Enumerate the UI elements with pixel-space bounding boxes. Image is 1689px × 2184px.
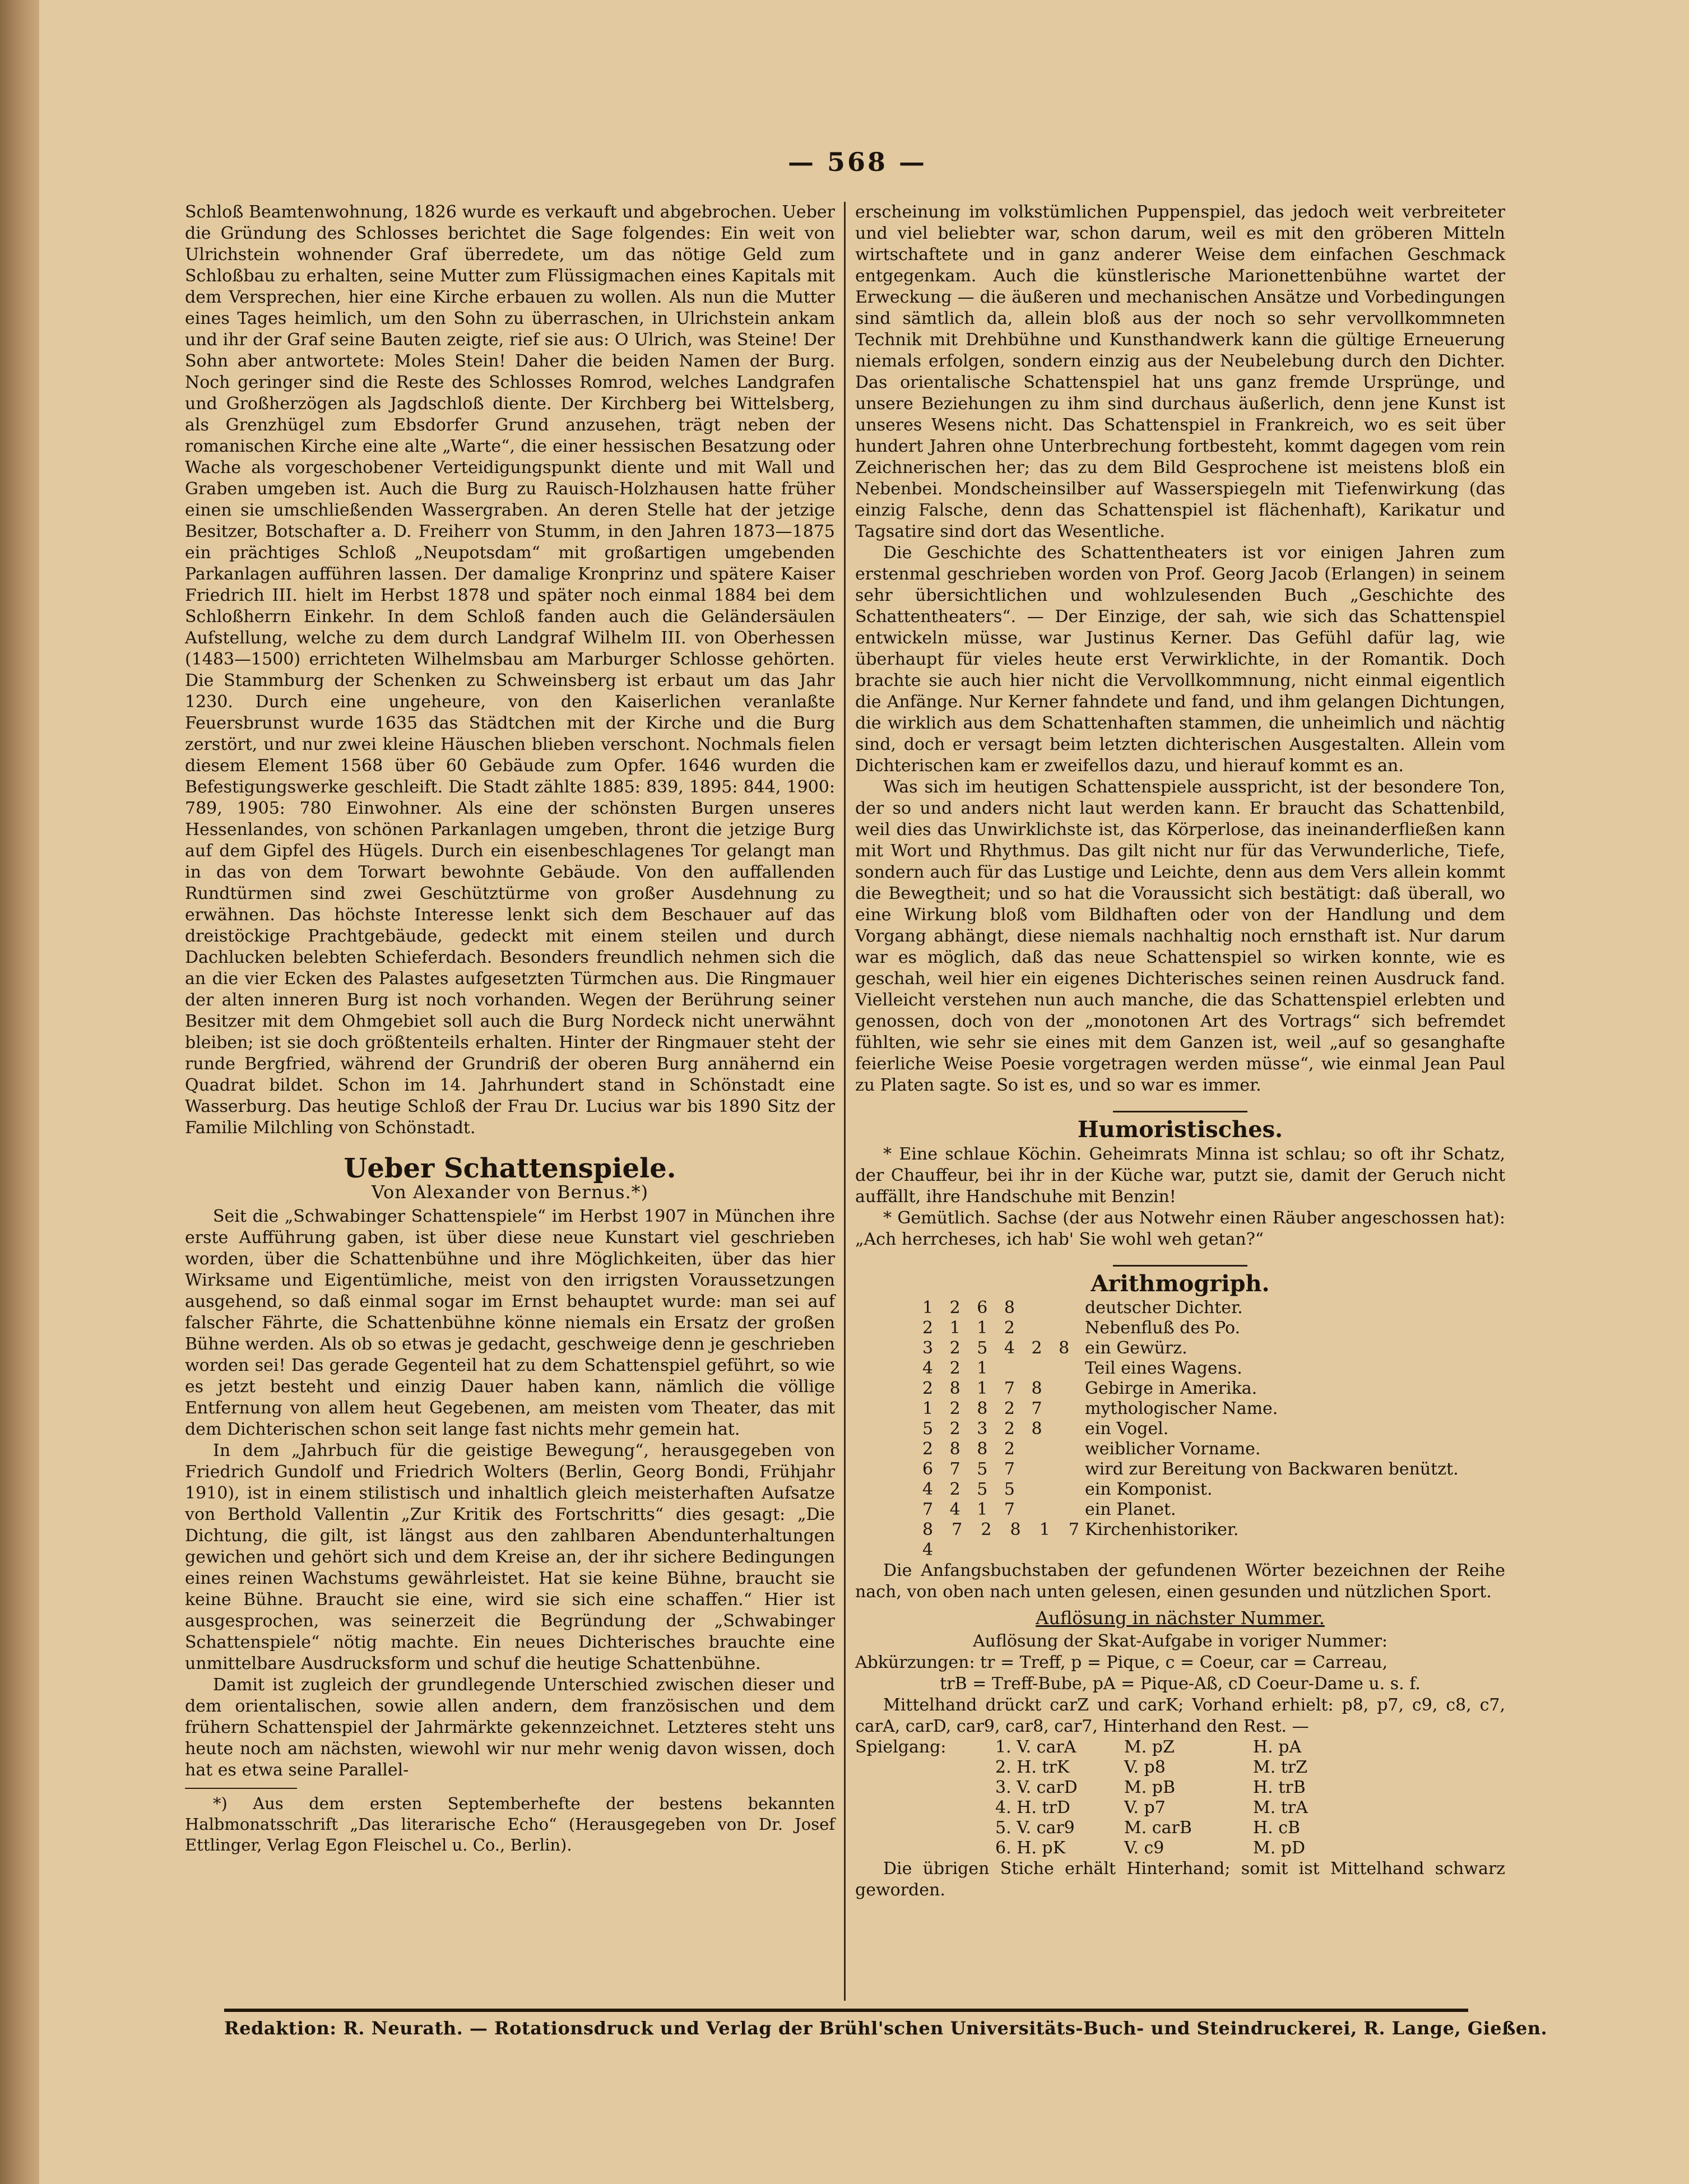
skat-move: 3. V. carD <box>995 1778 1078 1797</box>
article-paragraph: Was sich im heutigen Schattenspiele ausspricht, ist der besondere Ton, der so und anders nicht laut werden kann. Er braucht das Schattenbild, weil dies das Unwirklichste ist, das Körperlose, das ineinanderfließen kann mit Wort und Rhythmus. Das gilt nicht nur für das Verwunderliche, Tiefe, sondern auch für das Lustige und Leichte, denn aus dem Vers allein kommt die Bewegtheit; und so hat die Voraussicht sich bestätigt: daß überall, wo eine Wirkung bloß vom Bildhaften oder von der Handlung und dem Vorgang abhängt, diese niemals nachhaltig noch ernsthaft ist. Nur darum war es möglich, daß das neue Schattenspiel so wirken konnte, wie es geschah, weil hier ein eigenes Dichterisches seinen reinen Ausdruck fand. Vielleicht verstehen nun auch manche, die das Schattenspiel erlebten und genossen, doch von der „monotonen Art des Vortrags“ sich befremdet fühlten, wie sehr sie eines mit dem Ganzen ist, weil „auf so gesanghafte feierliche Weise Poesie vorgetragen werden müsse“, wie einmal Jean Paul zu Platen sagte. So ist es, und so war es immer. <box>855 777 1505 1095</box>
article-paragraph: Seit die „Schwabinger Schattenspiele“ im Herbst 1907 in München ihre erste Aufführung gaben, ist über diese neue Kunstart viel geschrieben worden, über die Schattenbühne und ihre Möglichkeiten, über das hier Wirksame und Eigentümliche, meist von den irrigsten Voraussetzungen ausgehend, so daß einmal sogar im Ernst behauptet wurde: man sei auf falscher Fährte, die Schattenbühne könne niemals ein Ersatz der großen Bühne werden. Als ob so etwas je gedacht, geschweige denn je geschrieben worden sei! Das gerade Gegenteil hat zu dem Schattenspiel geführt, so wie es jetzt besteht und einzig Dauer haben kann, nämlich die völlige Entfernung von allem heut Gegebenen, am meisten vom Theater, das mit dem Dichterischen schon seit lange fast nichts mehr gemein hat. <box>185 1207 835 1439</box>
right-column <box>855 202 1505 1901</box>
article-paragraph: erscheinung im volkstümlichen Puppenspiel, das jedoch weit verbreiteter und viel beliebter war, schon darum, weil es mit den gröberen Mitteln wirtschaftete und in ganz anderer Weise dem einfachen Geschmack entgegenkam. Auch die künstlerische Marionettenbühne wartet der Erweckung — die äußeren und mechanischen Ansätze und Vorbedingungen sind sämtlich da, allein bloß aus der noch so sehr vervollkommneten Technik mit Drehbühne und Kunsthandwerk kann die gültige Erneuerung niemals erfolgen, sondern einzig aus der Neubelebung durch den Dichter. Das orientalische Schattenspiel hat uns ganz fremde Ursprünge, und unsere Beziehungen zu ihm sind durchaus äußerlich, denn jene Kunst ist unseres Wesens nicht. Das Schattenspiel in Frankreich, wo es seit über hundert Jahren ohne Unterbrechung fortbesteht, kommt dagegen vom rein Zeichnerischen her; das zu dem Bild Gesprochene ist meistens bloß ein Nebenbei. Mondscheinsilber auf Wasserspiegeln mit Tiefenwirkung (das einzig Falsche, denn das Schattenspiel ist flächenhaft), Karikatur und Tagsatire sind dort das Wesentliche. <box>855 202 1505 541</box>
skat-move: H. trB <box>1253 1778 1306 1797</box>
article-paragraph: Damit ist zugleich der grundlegende Unterschied zwischen dieser und dem orientalischen, sowie allen andern, dem französischen und dem frühern Schattenspiel der Jahrmärkte gekennzeichnet. Letzteres steht uns heute noch am nächsten, wiewohl wir nur mehr wenig davon wissen, doch hat es etwa seine Parallel- <box>185 1675 835 1780</box>
puzzle-hint: Nebenfluß des Po. <box>1085 1318 1241 1338</box>
footer-divider <box>224 2009 1468 2012</box>
left-column <box>185 202 835 1856</box>
puzzle-row <box>855 1459 1505 1480</box>
puzzle-instructions: Die Anfangsbuchstaben der gefundenen Wörter bezeichnen der Reihe nach, von oben nach unten gelesen, einen gesunden und nützlichen Sport. <box>855 1561 1505 1602</box>
puzzle-row <box>855 1338 1505 1358</box>
skat-move-row <box>855 1818 1505 1838</box>
skat-move: V. c9 <box>1124 1838 1164 1858</box>
puzzle-number: 4 2 5 5 <box>922 1480 1020 1499</box>
book-binding-edge <box>0 0 39 2184</box>
puzzle-row <box>855 1399 1505 1419</box>
puzzle-number: 3 2 5 4 2 8 <box>922 1338 1075 1358</box>
skat-abbreviations: Abkürzungen: tr = Treff, p = Pique, c = Coeur, car = Carreau, <box>855 1653 1388 1672</box>
imprint-footer: Redaktion: R. Neurath. — Rotationsdruck und Verlag der Brühl'schen Universitäts-Buch- und Steindruckerei, R. Lange, Gießen. <box>224 2018 1548 2039</box>
solution-note: Auflösung in nächster Nummer. <box>1036 1607 1325 1629</box>
footnote-divider <box>185 1788 297 1789</box>
skat-move-row <box>855 1737 1505 1758</box>
puzzle-number: 2 8 1 7 8 <box>922 1379 1048 1398</box>
skat-move: M. trZ <box>1253 1758 1308 1777</box>
puzzle-number: 5 2 3 2 8 <box>922 1419 1048 1439</box>
puzzle-hint: weiblicher Vorname. <box>1085 1439 1261 1459</box>
skat-move-row <box>855 1838 1505 1858</box>
castle-history-paragraph: Schloß Beamtenwohnung, 1826 wurde es verkauft und abgebrochen. Ueber die Gründung des Schlosses berichtet die Sage folgendes: Ein weit von Ulrichstein wohnender Graf überredete, um das nötige Geld zum Schloßbau zu erhalten, seine Mutter zum Flüssigmachen eines Kapitals mit dem Versprechen, hier eine Kirche erbauen zu wollen. Als nun die Mutter eines Tages heimlich, um den Sohn zu überraschen, in Ulrichstein ankam und ihr der Graf seine Bauten zeigte, rief sie aus: O Ulrich, was Steine! Der Sohn aber antwortete: Moles Stein! Daher die beiden Namen der Burg. Noch geringer sind die Reste des Schlosses Romrod, welches Landgrafen und Großherzögen als Jagdschloß diente. Der Kirchberg bei Wittelsberg, als Grenzhügel zum Ebsdorfer Grund anzusehen, trägt neben der romanischen Kirche eine alte „Warte“, die einer hessischen Besatzung oder Wache als vorgeschobener Verteidigungspunkt diente und mit Wall und Graben umgeben ist. Auch die Burg zu Rauisch-Holzhausen hatte früher einen sie umschließenden Wassergraben. An deren Stelle hat der jetzige Besitzer, Botschafter a. D. Freiherr von Stumm, in den Jahren 1873—1875 ein prächtiges Schloß „Neupotsdam“ mit großartigen umgebenden Parkanlagen aufführen lassen. Der damalige Kronprinz und spätere Kaiser Friedrich III. hielt im Herbst 1878 und später noch einmal 1884 bei dem Schloßherrn Einkehr. In dem Schloß fanden auch die Geländersäulen Aufstellung, welche zu dem durch Landgraf Wilhelm III. von Oberhessen (1483—1500) errichteten Wilhelmsbau am Marburger Schlosse gehörten. Die Stammburg der Schenken zu Schweinsberg ist erbaut um das Jahr 1230. Durch eine ungeheure, von den Kaiserlichen veranlaßte Feuersbrunst wurde 1635 das Städtchen mit der Kirche und die Burg zerstört, und nur zwei kleine Häuschen blieben verschont. Nochmals fielen diesem Element 1568 über 60 Gebäude zum Opfer. 1646 wurden die Befestigungswerke geschleift. Die Stadt zählte 1885: 839, 1895: 844, 1900: 789, 1905: 780 Einwohner. Als eine der schönsten Burgen unseres Hessenlandes, von schönen Parkanlagen umgeben, thront die jetzige Burg auf dem Gipfel des Hügels. Durch ein eisenbeschlagenes Tor gelangt man in das von dem Torwart bewohnte Gebäude. Von den auffallenden Rundtürmen sind zwei Geschütztürme von großer Ausdehnung zu erwähnen. Das höchste Interesse lenkt sich dem Beschauer auf das dreistöckige Prachtgebäude, gedeckt mit einem steilen und durch Dachlucken belebten Schieferdach. Besonders freundlich nehmen sich die an die vier Ecken des Palastes aufgesetzten Türmchen aus. Die Ringmauer der alten inneren Burg ist noch vorhanden. Wegen der Berührung seiner Besitzer mit dem Ohmgebiet soll auch die Burg Nordeck nicht unerwähnt bleiben; ist sie doch größtenteils erhalten. Hinter der Ringmauer steht der runde Bergfried, während der Grundriß der oberen Burg annähernd ein Quadrat bildet. Schon im 14. Jahrhundert stand in Schönstadt eine Wasserburg. Das heutige Schloß der Frau Dr. Lucius war bis 1890 Sitz der Familie Milchling von Schönstadt. <box>185 202 835 1138</box>
skat-abbreviations-cont: trB = Treff-Bube, pA = Pique-Aß, cD Coeur-Dame u. s. f. <box>940 1674 1421 1694</box>
puzzle-number: 6 7 5 7 <box>922 1459 1020 1479</box>
puzzle-row <box>855 1500 1505 1520</box>
article-title: Ueber Schattenspiele. <box>344 1153 676 1184</box>
puzzle-row <box>855 1358 1505 1379</box>
puzzle-hint: wird zur Bereitung von Backwaren benützt. <box>1085 1459 1459 1479</box>
section-divider <box>1113 1265 1247 1267</box>
skat-move: 2. H. trK <box>995 1758 1070 1777</box>
humor-item: * Gemütlich. Sachse (der aus Notwehr einen Räuber angeschossen hat): „Ach herrcheses, ich hab' Sie wohl weh getan?“ <box>855 1208 1505 1249</box>
skat-move: 5. V. car9 <box>995 1818 1075 1838</box>
puzzle-number: 7 4 1 7 <box>922 1500 1020 1519</box>
puzzle-hint: ein Gewürz. <box>1085 1338 1187 1358</box>
skat-move-row <box>855 1798 1505 1818</box>
puzzle-row <box>855 1298 1505 1318</box>
skat-move: V. p8 <box>1124 1758 1166 1777</box>
skat-move: 6. H. pK <box>995 1838 1066 1858</box>
skat-move: V. p7 <box>1124 1798 1166 1817</box>
skat-title: Auflösung der Skat-Aufgabe in voriger Nummer: <box>972 1631 1388 1651</box>
puzzle-hint: deutscher Dichter. <box>1085 1298 1243 1318</box>
puzzle-hint: Gebirge in Amerika. <box>1085 1379 1258 1398</box>
puzzle-row <box>855 1419 1505 1439</box>
skat-move: M. carB <box>1124 1818 1192 1838</box>
skat-move: M. pZ <box>1124 1737 1175 1757</box>
puzzle-hint: mythologischer Name. <box>1085 1399 1278 1418</box>
puzzle-hint: ein Komponist. <box>1085 1480 1213 1499</box>
puzzle-list <box>855 1298 1505 1560</box>
skat-move-row <box>855 1778 1505 1798</box>
skat-move: M. pD <box>1253 1838 1306 1858</box>
puzzle-row <box>855 1480 1505 1500</box>
humor-item: * Eine schlaue Köchin. Geheimrats Minna ist schlau; so oft ihr Schatz, der Chauffeur, bei ihr in der Küche war, putzt sie, damit der Geruch nicht auffällt, ihre Handschuhe mit Benzin! <box>855 1144 1505 1207</box>
puzzle-hint: Teil eines Wagens. <box>1085 1358 1242 1378</box>
puzzle-hint: ein Vogel. <box>1085 1419 1169 1439</box>
humor-section-title: Humoristisches. <box>1077 1116 1283 1143</box>
puzzle-row <box>855 1439 1505 1459</box>
skat-hands: Mittelhand drückt carZ und carK; Vorhand erhielt: p8, p7, c9, c8, c7, carA, carD, car9, car8, car7, Hinterhand den Rest. — <box>855 1695 1505 1736</box>
skat-move: 1. V. carA <box>995 1737 1076 1757</box>
puzzle-number: 8 7 2 8 1 7 4 <box>922 1520 1085 1560</box>
skat-move: 4. H. trD <box>995 1798 1070 1817</box>
puzzle-row <box>855 1520 1505 1560</box>
puzzle-section-title: Arithmogriph. <box>1091 1270 1270 1297</box>
puzzle-number: 2 8 8 2 <box>922 1439 1020 1459</box>
skat-move: M. pB <box>1124 1778 1176 1797</box>
skat-move-row <box>855 1758 1505 1778</box>
puzzle-hint: ein Planet. <box>1085 1500 1176 1519</box>
puzzle-number: 1 2 8 2 7 <box>922 1399 1048 1418</box>
article-paragraph: In dem „Jahrbuch für die geistige Bewegung“, herausgegeben von Friedrich Gundolf und Friedrich Wolters (Berlin, Georg Bondi, Frühjahr 1910), ist in einem stilistisch und inhaltlich gleich meisterhaften Aufsatze von Berthold Vallentin „Zur Kritik des Fortschritts“ dies gesagt: „Die Dichtung, die gilt, ist längst aus den zahlbaren Abendunterhaltungen gewichen und gehört sich und dem Kreise an, der ihr sichere Bedingungen eines reinen Wachstums gewährleistet. Hat sie keine Bühne, braucht sie keine Bühne. Braucht sie eine, wird sie sich eine schaffen.“ Hier ist ausgesprochen, was seinerzeit die Begründung der „Schwabinger Schattenspiele“ nötig machte. Ein neues Dichterisches brauchte eine unmittelbare Ausdrucksform und schuf die heutige Schattenbühne. <box>185 1441 835 1673</box>
puzzle-number: 4 2 1 <box>922 1358 994 1378</box>
skat-conclusion: Die übrigen Stiche erhält Hinterhand; somit ist Mittelhand schwarz geworden. <box>855 1859 1505 1900</box>
footnote: *) Aus dem ersten Septemberhefte der bestens bekannten Halbmonatsschrift „Das literarische Echo“ (Herausgegeben von Dr. Josef Ettlinger, Verlag Egon Fleischel u. Co., Berlin). <box>185 1794 835 1854</box>
puzzle-number: 2 1 1 2 <box>922 1318 1020 1338</box>
puzzle-number: 1 2 6 8 <box>922 1298 1020 1318</box>
puzzle-hint: Kirchenhistoriker. <box>1085 1520 1239 1540</box>
skat-move: M. trA <box>1253 1798 1308 1817</box>
puzzle-row <box>855 1318 1505 1338</box>
article-byline: Von Alexander von Bernus.*) <box>371 1181 649 1203</box>
skat-moves-label: Spielgang: <box>855 1737 946 1757</box>
puzzle-row <box>855 1379 1505 1399</box>
skat-move: H. pA <box>1253 1737 1302 1757</box>
section-divider <box>1113 1111 1247 1112</box>
skat-moves-table <box>855 1737 1505 1858</box>
column-divider <box>844 202 846 2001</box>
skat-move: H. cB <box>1253 1818 1301 1838</box>
page-number: — 568 — <box>787 147 927 177</box>
article-paragraph: Die Geschichte des Schattentheaters ist vor einigen Jahren zum erstenmal geschrieben worden von Prof. Georg Jacob (Erlangen) in seinem sehr übersichtlichen und wohlzulesenden Buch „Geschichte des Schattentheaters“. — Der Einzige, der sah, wie sich das Schattenspiel entwickeln müsse, war Justinus Kerner. Das Gefühl dafür lag, wie überhaupt für vieles heute erst Verwirklichte, in der Romantik. Doch brachte sie auch hier nicht die Vervollkommnung, nicht einmal eigentlich die Anfänge. Nur Kerner fahndete und fand, und ihm gelangen Dichtungen, die wirklich aus dem Schattenhaften stammen, die unheimlich und nächtig sind, doch er versagt beim letzten dichterischen Ausgestalten. Allein vom Dichterischen kam er zweifellos dazu, und hierauf kommt es an. <box>855 543 1505 776</box>
